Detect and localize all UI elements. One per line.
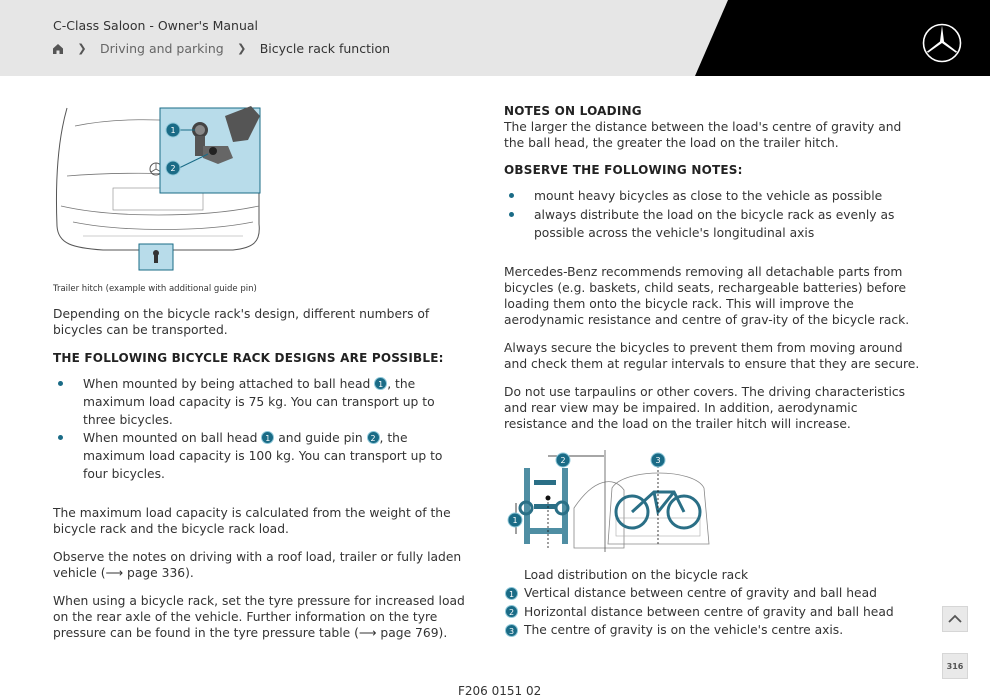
right-column (504, 104, 924, 640)
home-icon[interactable] (52, 43, 64, 55)
figure-marker-1: 1 (512, 516, 518, 525)
figure-marker-3: 3 (655, 456, 661, 465)
secure-paragraph: Always secure the bicycles to prevent them from moving around and check them at regular intervals to ensure that they are secure. (504, 341, 920, 371)
figure-code: F206 0151 02 (458, 684, 542, 698)
list-item (53, 429, 468, 483)
legend-text: Horizontal distance between centre of gravity and ball head (524, 604, 894, 619)
observe-heading: OBSERVE THE FOLLOWING NOTES: (504, 163, 743, 177)
bullet-text: When mounted by being attached to ball head (83, 377, 375, 391)
marker-badge: 2 (367, 431, 380, 444)
scroll-top-button[interactable] (942, 606, 968, 632)
chevron-right-icon: ❯ (77, 42, 87, 55)
designs-list (53, 375, 468, 483)
intro-paragraph: Depending on the bicycle rack's design, different numbers of bicycles can be transported. (53, 307, 430, 337)
chevron-right-icon: ❯ (237, 42, 247, 55)
covers-paragraph: Do not use tarpaulins or other covers. The driving characteristics and rear view may be impaired. In addition, aerodynamic resistance and the load on the trailer hitch will increase. (504, 385, 906, 431)
figure-caption: Trailer hitch (example with additional guide pin) (53, 284, 257, 294)
load-distribution-figure (504, 448, 714, 556)
observe-list (504, 187, 924, 242)
notes-text: The larger the distance between the load's centre of gravity and the ball head, the greater the load on the trailer hitch. (504, 120, 902, 150)
legend-item (504, 621, 924, 640)
marker-badge: 3 (505, 624, 518, 637)
figure-marker-2: 2 (560, 456, 566, 465)
bullet-text: , the maximum load capacity is 75 kg. You can transport up to three bicycles. (83, 377, 435, 427)
list-item: always distribute the load on the bicycle rack as evenly as possible across the vehicle's longitudinal axis (504, 206, 924, 242)
legend-item (504, 603, 924, 622)
notes-paragraph: Observe the notes on driving with a roof load, trailer or fully laden vehicle (⟶ page 336). (53, 550, 462, 580)
breadcrumb-item-current: Bicycle rack function (259, 41, 391, 56)
breadcrumb-item-driving[interactable]: Driving and parking (100, 41, 224, 56)
tyre-pressure-paragraph: When using a bicycle rack, set the tyre pressure for increased load on the rear axle of the vehicle. Further information on the tyre pressure can be found in the tyre pressure table (⟶ page 769). (53, 594, 465, 640)
designs-heading: THE FOLLOWING BICYCLE RACK DESIGNS ARE POSSIBLE: (53, 351, 444, 365)
legend-item (504, 584, 924, 603)
figure-marker-2: 2 (170, 164, 176, 173)
trailer-hitch-figure (53, 96, 268, 274)
left-column (53, 96, 468, 641)
list-item (53, 375, 468, 429)
bullet-text: When mounted on ball head (83, 431, 262, 445)
page-icon: 316 (946, 661, 964, 671)
page-number-button[interactable] (942, 653, 968, 679)
mercedes-star-logo (921, 22, 963, 64)
recommend-paragraph: Mercedes-Benz recommends removing all detachable parts from bicycles (e.g. baskets, child seats, rechargeable batteries) before loading them onto the bicycle rack. This will improve the aerodynamic resistance and centre of grav-ity of the bicycle rack. (504, 265, 910, 327)
bullet-text: and guide pin (274, 431, 367, 445)
legend-text: The centre of gravity is on the vehicle's centre axis. (524, 623, 844, 637)
legend-title: Load distribution on the bicycle rack (524, 568, 749, 582)
marker-badge: 2 (505, 605, 518, 618)
marker-badge: 1 (505, 587, 518, 600)
notes-heading: NOTES ON LOADING (504, 104, 642, 118)
list-item: mount heavy bicycles as close to the vehicle as possible (504, 187, 924, 205)
header-black-panel (0, 0, 990, 76)
document-title: C-Class Saloon - Owner's Manual (53, 18, 258, 33)
figure-marker-1: 1 (170, 126, 176, 135)
chevron-up-icon (948, 614, 962, 624)
capacity-paragraph: The maximum load capacity is calculated from the weight of the bicycle rack and the bicycle rack load. (53, 506, 451, 536)
legend-text: Vertical distance between centre of gravity and ball head (524, 586, 877, 600)
marker-badge: 1 (374, 377, 387, 390)
marker-badge: 1 (261, 431, 274, 444)
bullet-text: , the maximum load capacity is 100 kg. You can transport up to four bicycles. (83, 431, 443, 481)
breadcrumb (52, 41, 390, 56)
